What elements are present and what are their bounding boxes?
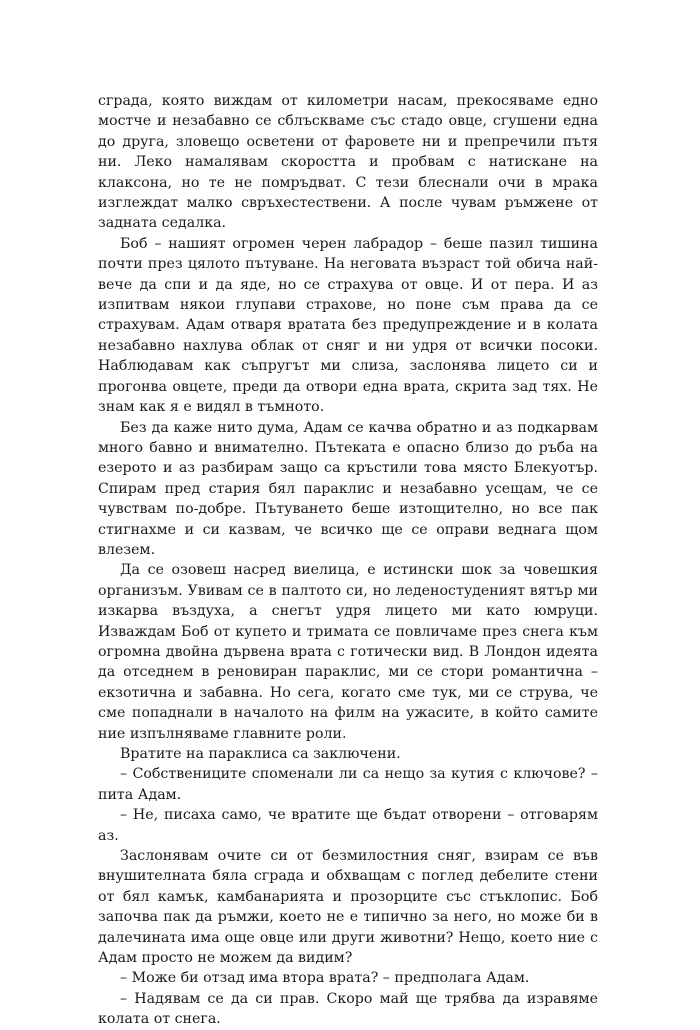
page-text: [98, 91, 598, 1030]
paragraph-5: Вратите на параклиса са заключени.: [120, 746, 401, 762]
paragraph-6: – Собствениците споменали ли са нещо за кутия с ключове? – пита Адам.: [98, 766, 598, 803]
paragraph-8: Заслонявам очите си от безмилостния сняг, взирам се във внушителната бяла сграда и обхващам с поглед дебелите стени от бял камък, камбанарията и прозорците със стъклопис. Боб започва пак да ръмжи, което не е типично за него, но може би в далечината има още овце или други животни? Нещо, което ние с Адам просто не можем да видим?: [98, 848, 598, 967]
paragraph-9: – Може би отзад има втора врата? – предполага Адам.: [120, 970, 530, 987]
paragraph-3: Без да каже нито дума, Адам се качва обратно и аз подкарвам много бавно и внимателно. Пътеката е опасно близо до ръба на езерото и аз разбирам защо са кръстили това място Блекуотър. Спирам пред стария бял параклис и незабавно усещам, че се чувствам по-добре. Пътуването беше изтощително, но все пак стигнахме и си казвам, че всичко ще се оправи веднага щом влезем.: [98, 419, 598, 558]
paragraph-4: Да се озовеш насред виелица, е истински шок за човешкия организъм. Увивам се в палтото си, но леденостуденият вятър ми изкарва въздуха, а снегът удря лицето ми като юмруци. Изваждам Боб от купето и тримата се повличаме през снега към огромна двойна дървена врата с готически вид. В Лондон идеята да отседнем в реновиран параклис, ми се стори романтична – екзотична и забавна. Но сега, когато сме тук, ми се струва, че сме попаднали в началото на филм на ужасите, в който самите ние изпълняваме главните роли.: [98, 562, 598, 742]
paragraph-2: Боб – нашият огромен черен лабрадор – беше пазил тишина почти през цялото пътуване. На неговата възраст той обича най-вече да спи и да яде, но се страхува от овце. И от пера. И аз изпитвам някои глупави страхове, но поне съм права да се страхувам. Адам отваря вратата без предупреждение и в колата незабавно нахлува облак от сняг и ни удря от всички посоки. Наблюдавам как съпругът ми слиза, заслонява лицето си и прогонва овцете, преди да отвори една врата, скрита зад тях. Не знам как я е видял в тъмното.: [98, 235, 598, 416]
paragraph-10: – Надявам се да си прав. Скоро май ще трябва да изравяме колата от снега.: [98, 990, 598, 1028]
paragraph-1: сграда, която виждам от километри насам, прекосяваме едно мостче и незабавно се сблъскваме със стадо овце, сгушени една до друга, зловещо осветени от фаровете ни и препречили пътя ни. Леко намалявам скоростта и пробвам с натискане на клаксона, но те не помръдват. С тези блеснали очи в мрака изглеждат малко свръхестествени. А после чувам ръмжене от задната седалка.: [98, 93, 598, 232]
paragraph-7: – Не, писаха само, че вратите ще бъдат отворени – отговарям аз.: [98, 807, 598, 844]
